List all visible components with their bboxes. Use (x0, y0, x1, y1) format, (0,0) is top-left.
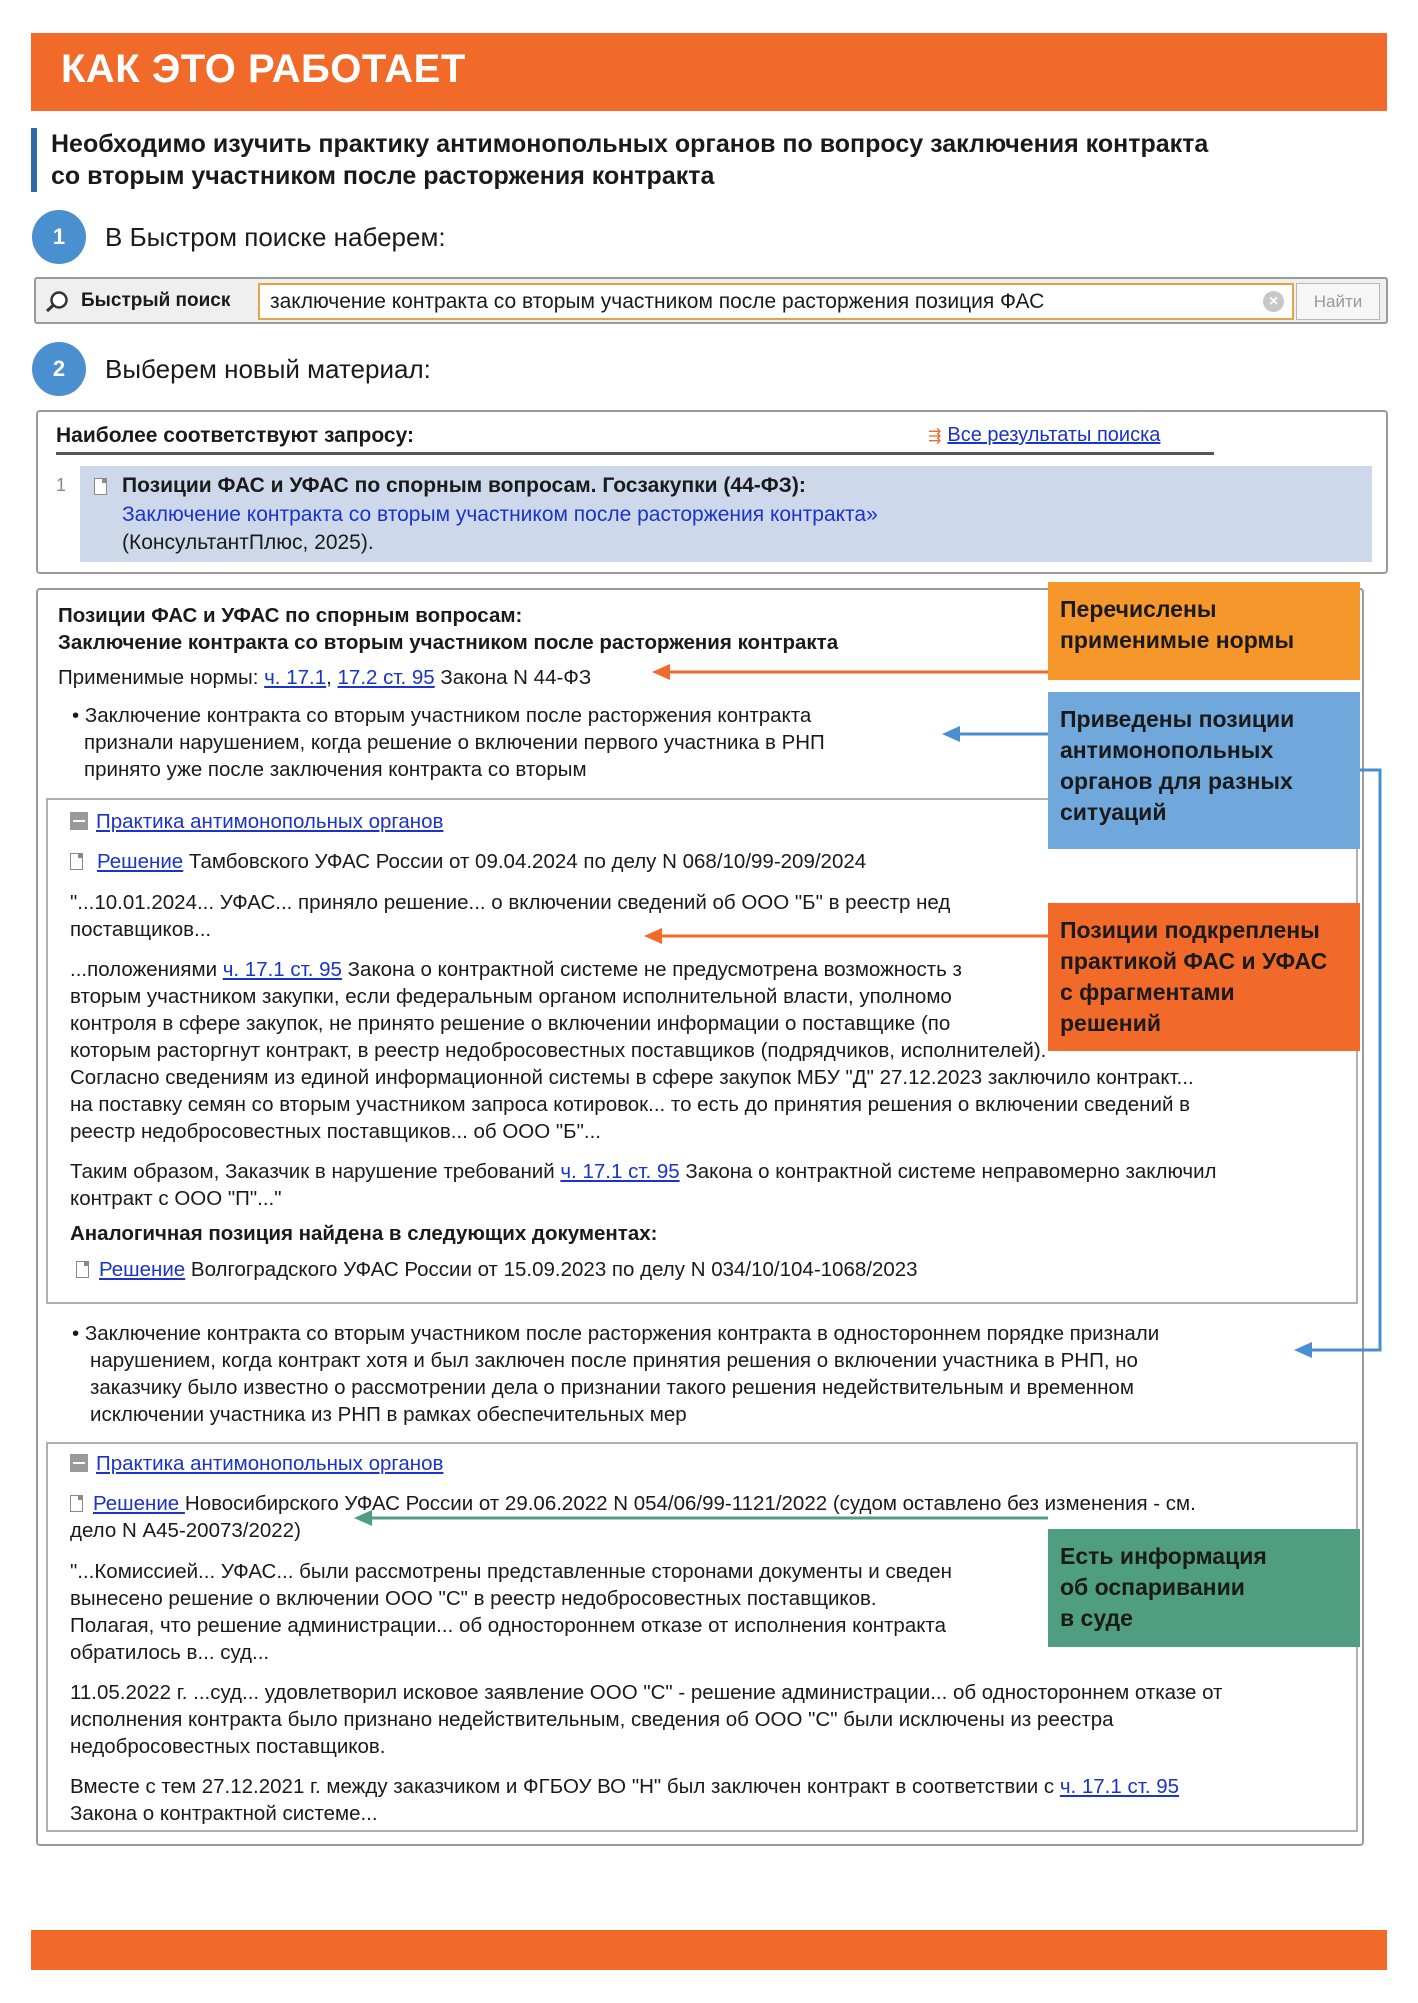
arrow-norms (652, 664, 1048, 680)
position-2-line-1: • Заключение контракта со вторым участником после расторжения контракта в одностороннем порядке признали (72, 1322, 1160, 1345)
quote-line: поставщиков... (70, 918, 212, 941)
quote-line: на поставку семян со вторым участником запроса котировок... то есть до принятия решения о включении сведений в (70, 1093, 1190, 1116)
result-index: 1 (56, 475, 67, 495)
callout-line: с фрагментами (1060, 979, 1235, 1005)
position-2-line-4: исключении участника из РНП в рамках обеспечительных мер (90, 1403, 687, 1426)
task-line-2: со вторым участником после расторжения контракта (51, 162, 715, 190)
position-1-line-2: признали нарушением, когда решение о включении первого участника в РНП (84, 731, 825, 754)
footer-banner (31, 1930, 1387, 1970)
arrow-positions-2 (1294, 770, 1380, 1358)
quote-text: Вместе с тем 27.12.2021 г. между заказчиком и ФГБОУ ВО "Н" был заключен контракт в соответствии с (70, 1775, 1060, 1798)
callout-line: в суде (1060, 1605, 1133, 1631)
quote-line: обратилось в... суд... (70, 1641, 270, 1664)
quote-text: ...положениями (70, 958, 223, 981)
position-2-line-2: нарушением, когда контракт хотя и был заключен после принятия решения о включении участника в РНП, но (90, 1349, 1138, 1372)
practice-header-link[interactable]: Практика антимонопольных органов (96, 1452, 444, 1475)
norm-link[interactable]: ч. 17.1 ст. 95 (1059, 1775, 1180, 1798)
callout-line: практикой ФАС и УФАС (1060, 948, 1328, 974)
step-text: В Быстром поиске наберем: (105, 222, 446, 252)
quote-text: Закона о контрактной системе неправомерно заключил (679, 1160, 1217, 1183)
decision-text: Тамбовского УФАС России от 09.04.2024 по делу N 068/10/99-209/2024 (183, 850, 867, 873)
norm-link-17-1[interactable]: ч. 17.1 (264, 666, 327, 689)
doc-title-line-1: Позиции ФАС и УФАС по спорным вопросам: (58, 604, 523, 627)
tree-icon: ⇶ (928, 428, 942, 445)
decision-link[interactable]: Решение (97, 850, 184, 873)
quote-line: 11.05.2022 г. ...суд... удовлетворил исковое заявление ООО "С" - решение администрации... об одностороннем отказе от (70, 1681, 1223, 1704)
quote-line: Закона о контрактной системе... (70, 1802, 378, 1825)
quote-line: которым расторгнут контракт, в реестр недобросовестных поставщиков (подрядчиков, исполнителей). (70, 1039, 1047, 1062)
quote-line: "...10.01.2024... УФАС... приняло решение... о включении сведений об ООО "Б" в реестр нед (70, 891, 951, 914)
norms-suffix: Закона N 44-ФЗ (434, 666, 592, 689)
position-1-line-3: принято уже после заключения контракта со вторым (84, 758, 587, 781)
quote-line: исполнения контракта было признано недействительным, сведения об ООО "С" были исключены из реестра (70, 1708, 1114, 1731)
quote-line: контроля в сфере закупок, не принято решение о включении информации о поставщике (по (70, 1012, 951, 1035)
analog-title: Аналогичная позиция найдена в следующих документах: (70, 1222, 658, 1245)
quick-search-label: Быстрый поиск (81, 290, 231, 311)
page-title: КАК ЭТО РАБОТАЕТ (61, 47, 466, 91)
result-subtitle[interactable]: Заключение контракта со вторым участником после расторжения контракта» (122, 503, 878, 526)
callout-line: решений (1060, 1010, 1161, 1036)
position-2-line-3: заказчику было известно о рассмотрении дела о признании такого решения недействительным и временном (90, 1376, 1134, 1399)
arrow-practice (644, 928, 1048, 944)
callout-line: ситуаций (1060, 799, 1167, 825)
search-input-value: заключение контракта со вторым участником после расторжения позиция ФАС (270, 290, 1045, 313)
step-number-badge: 1 (32, 210, 86, 264)
callout-line: антимонопольных (1060, 737, 1274, 763)
quote-text: Таким образом, Заказчик в нарушение требований (70, 1160, 561, 1183)
doc-title-line-2: Заключение контракта со вторым участником после расторжения контракта (58, 631, 839, 654)
callout-line: применимые нормы (1060, 627, 1295, 653)
clear-icon[interactable]: × (1263, 291, 1284, 312)
result-source: (КонсультантПлюс, 2025). (122, 531, 374, 554)
callout-line: органов для разных (1060, 768, 1293, 794)
callout-line: Приведены позиции (1060, 706, 1295, 732)
quote-line: недобросовестных поставщиков. (70, 1735, 386, 1758)
quote-line: реестр недобросовестных поставщиков... об ООО "Б"... (70, 1120, 601, 1143)
callout-line: об оспаривании (1060, 1574, 1245, 1600)
step-text: Выберем новый материал: (105, 354, 431, 384)
callout-line: Перечислены (1060, 596, 1217, 622)
arrow-court (354, 1510, 1048, 1526)
quote-text: Закона о контрактной системе не предусмотрена возможность з (341, 958, 962, 981)
find-button[interactable]: Найти (1296, 283, 1380, 320)
callout-line: Позиции подкреплены (1060, 917, 1320, 943)
arrow-positions-1 (942, 726, 1048, 742)
quote-line: Полагая, что решение администрации... об одностороннем отказе от исполнения контракта (70, 1614, 946, 1637)
position-1-line-1: • Заключение контракта со вторым участником после расторжения контракта (72, 704, 812, 727)
quote-line: вынесено решение о включении ООО "С" в реестр недобросовестных поставщиков. (70, 1587, 877, 1610)
task-line-1: Необходимо изучить практику антимонопольных органов по вопросу заключения контракта (51, 130, 1209, 158)
step-number-badge: 2 (32, 342, 86, 396)
analog-decision-link[interactable]: Решение (99, 1258, 186, 1281)
quote-line: "...Комиссией... УФАС... были рассмотрены представленные сторонами документы и сведен (70, 1560, 952, 1583)
decision-link[interactable]: Решение (93, 1492, 185, 1515)
decision-line-cont: дело N А45-20073/2022) (70, 1519, 301, 1542)
practice-header-link[interactable]: Практика антимонопольных органов (96, 810, 444, 833)
callout-line: Есть информация (1060, 1543, 1267, 1569)
analog-decision-text: Волгоградского УФАС России от 15.09.2023 по делу N 034/10/104-1068/2023 (185, 1258, 918, 1281)
decision-text: Новосибирского УФАС России от 29.06.2022 N 054/06/99-1121/2022 (судом оставлено без изменения - см. (184, 1492, 1196, 1515)
quote-line: вторым участником закупки, если федеральным органом исполнительной власти, уполномо (70, 985, 952, 1008)
all-results-label: Все результаты поиска (947, 424, 1161, 446)
norm-link[interactable]: ч. 17.1 ст. 95 (560, 1160, 680, 1183)
quote-line: контракт с ООО "П"..." (70, 1187, 282, 1210)
norm-link[interactable]: ч. 17.1 ст. 95 (222, 958, 342, 981)
result-title: Позиции ФАС и УФАС по спорным вопросам. Госзакупки (44-ФЗ): (122, 474, 806, 497)
results-title: Наиболее соответствуют запросу: (56, 424, 414, 447)
norms-prefix: Применимые нормы: (58, 666, 265, 689)
norms-separator: , (326, 666, 338, 689)
quote-line: Согласно сведениям из единой информационной системы в сфере закупок МБУ "Д" 27.12.2023 заключило контракт... (70, 1066, 1194, 1089)
norm-link-17-2[interactable]: 17.2 ст. 95 (337, 666, 435, 689)
